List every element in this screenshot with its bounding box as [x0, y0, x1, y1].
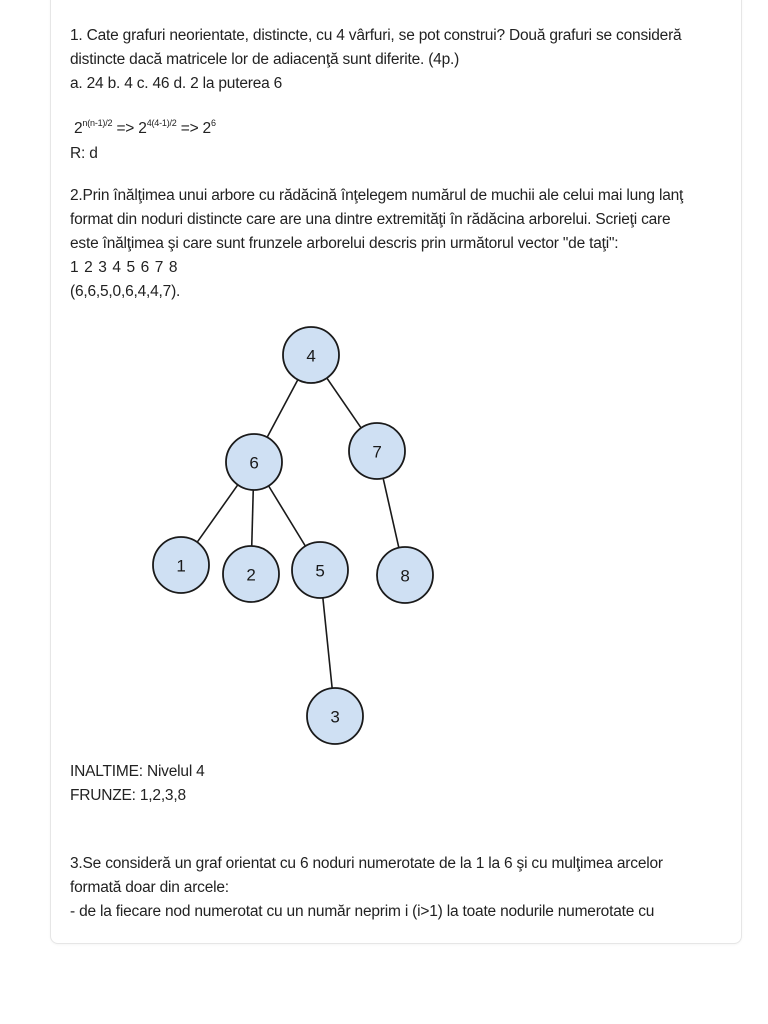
- q3-text-line-2: formată doar din arcele:: [70, 879, 229, 896]
- tree-node-2: [223, 546, 279, 602]
- tree-node-label-2: 2: [246, 565, 256, 585]
- tree-node-6: [226, 434, 282, 490]
- tree-node-5: [292, 542, 348, 598]
- tree-edge-7-8: [383, 478, 399, 547]
- tree-node-label-4: 4: [306, 346, 316, 366]
- tree-node-4: [283, 327, 339, 383]
- q2-height-answer: INALTIME: Nivelul 4: [70, 763, 205, 780]
- q1-text-line-1: 1. Cate grafuri neorientate, distincte, cu 4 vârfuri, se pot construi? Două grafuri se consideră: [70, 27, 682, 44]
- formula-arrow-1: =>: [112, 120, 139, 137]
- q3-text-line-1: 3.Se consideră un graf orientat cu 6 noduri numerotate de la 1 la 6 şi cu mulţimea arcelor: [70, 855, 663, 872]
- q2-text-line-2: format din noduri distincte care are una dintre extremităţi în rădăcina arborelui. Scrieţi care: [70, 211, 671, 228]
- q2-text-line-1: 2.Prin înălţimea unui arbore cu rădăcină înţelegem numărul de muchii ale celui mai lung lanţ: [70, 187, 684, 204]
- formula-base-2: 2: [138, 120, 147, 137]
- q2-vector-indexes: 1 2 3 4 5 6 7 8: [70, 259, 179, 276]
- q1-options: a. 24 b. 4 c. 46 d. 2 la puterea 6: [70, 75, 283, 92]
- q1-text-line-2: distincte dacă matricele lor de adiacenţă sunt diferite. (4p.): [70, 51, 460, 68]
- tree-node-label-3: 3: [330, 707, 340, 727]
- q3-text-line-3: - de la fiecare nod numerotat cu un număr neprim i (i>1) la toate nodurile numerotate cu: [70, 903, 655, 920]
- formula-exponent-2: 4(4-1)/2: [146, 118, 177, 128]
- tree-node-label-1: 1: [176, 556, 186, 576]
- tree-edge-4-7: [327, 378, 361, 428]
- tree-node-label-5: 5: [315, 561, 325, 581]
- q2-leaves-answer: FRUNZE: 1,2,3,8: [70, 787, 186, 804]
- formula-exponent-3: 6: [210, 118, 216, 128]
- tree-edge-6-2: [252, 490, 254, 546]
- q2-parent-vector: (6,6,5,0,6,4,4,7).: [70, 283, 181, 300]
- tree-diagram: [0, 320, 640, 760]
- tree-node-1: [153, 537, 209, 593]
- document-body: [70, 24, 710, 924]
- tree-node-label-8: 8: [400, 566, 410, 586]
- tree-edge-4-6: [267, 380, 298, 438]
- tree-edge-6-5: [269, 486, 306, 546]
- tree-edge-5-3: [323, 598, 332, 688]
- formula-arrow-2: =>: [176, 120, 203, 137]
- tree-edge-6-1: [197, 485, 238, 542]
- tree-node-8: [377, 547, 433, 603]
- formula-base-3: 2: [202, 120, 211, 137]
- tree-node-label-6: 6: [249, 453, 259, 473]
- tree-node-label-7: 7: [372, 442, 382, 462]
- formula-exponent-1: n(n-1)/2: [82, 118, 113, 128]
- tree-node-3: [307, 688, 363, 744]
- formula-base-1: 2: [74, 120, 83, 137]
- q2-text-line-3: este înălţimea şi care sunt frunzele arborelui descris prin următorul vector "de taţi":: [70, 235, 619, 252]
- q1-answer: R: d: [70, 145, 98, 162]
- tree-node-7: [349, 423, 405, 479]
- q1-formula: [70, 116, 710, 142]
